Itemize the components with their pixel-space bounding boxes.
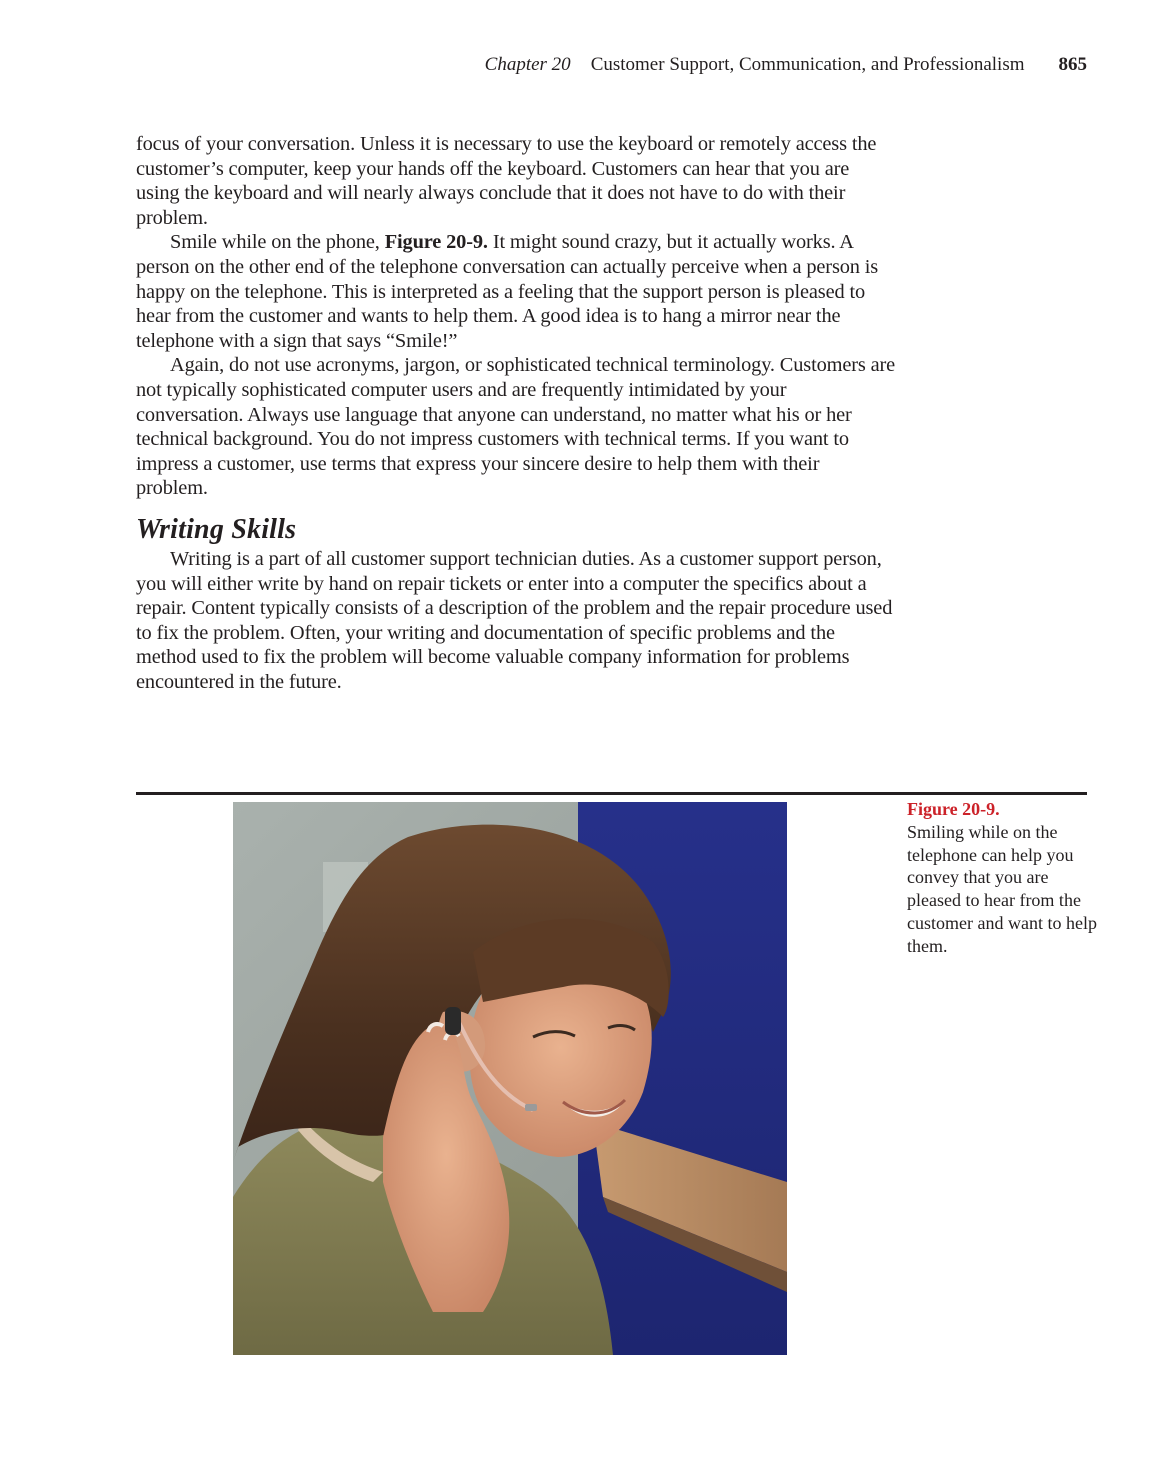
paragraph-continuation: focus of your conversation. Unless it is necessary to use the keyboard or remotely access the customer’s computer, keep your hands off the keyboard. Customers can hear that you are using the keyboard and will nearly always conclude that it does not have to do with their problem. [136,133,877,229]
running-header [0,53,1087,77]
page-number: 865 [1058,54,1087,75]
figure-caption [907,798,1097,958]
paragraph-smile-start: Smile while on the phone, [170,231,385,254]
paragraph-smile [136,230,896,353]
chapter-title: Customer Support, Communication, and Professionalism [590,54,1025,75]
figure-divider [136,792,1087,795]
paragraph-writing: Writing is a part of all customer support technician duties. As a customer support person, you will either write by hand on repair tickets or enter into a computer the specifics about a repair. Content typically consists of a description of the problem and the repair procedure used to fix the problem. Often, your writing and documentation of specific problems and the method used to fix the problem will become valuable company information for problems encountered in the future. [136,547,893,693]
paragraph-smile-rest: It might sound crazy, but it actually works. A person on the other end of the telephone conversation can actually perceive when a person is happy on the telephone. This is interpreted as a feeling that the support person is pleased to hear from the customer and wants to help them. A good idea is to hang a mirror near the telephone with a sign that says “Smile!” [136,231,879,352]
paragraph-jargon: Again, do not use acronyms, jargon, or sophisticated technical terminology. Customers are not typically sophisticated computer users and are frequently intimidated by your conversation. Always use language that anyone can understand, no matter what his or her technical background. You do not impress customers with technical terms. If you want to impress a customer, use terms that express your sincere desire to help them with their problem. [136,354,896,500]
figure-reference: Figure 20-9. [384,231,488,254]
chapter-number: Chapter 20 [484,54,571,75]
woman-headset-image [233,802,787,1355]
section-heading: Writing Skills [136,513,297,545]
figure-label: Figure 20-9. [907,799,1000,819]
figure-caption-text: Smiling while on the telephone can help you convey that you are pleased to hear from the customer and want to help them. [907,821,1097,956]
body-text [136,132,896,694]
figure-photo [233,802,787,1355]
